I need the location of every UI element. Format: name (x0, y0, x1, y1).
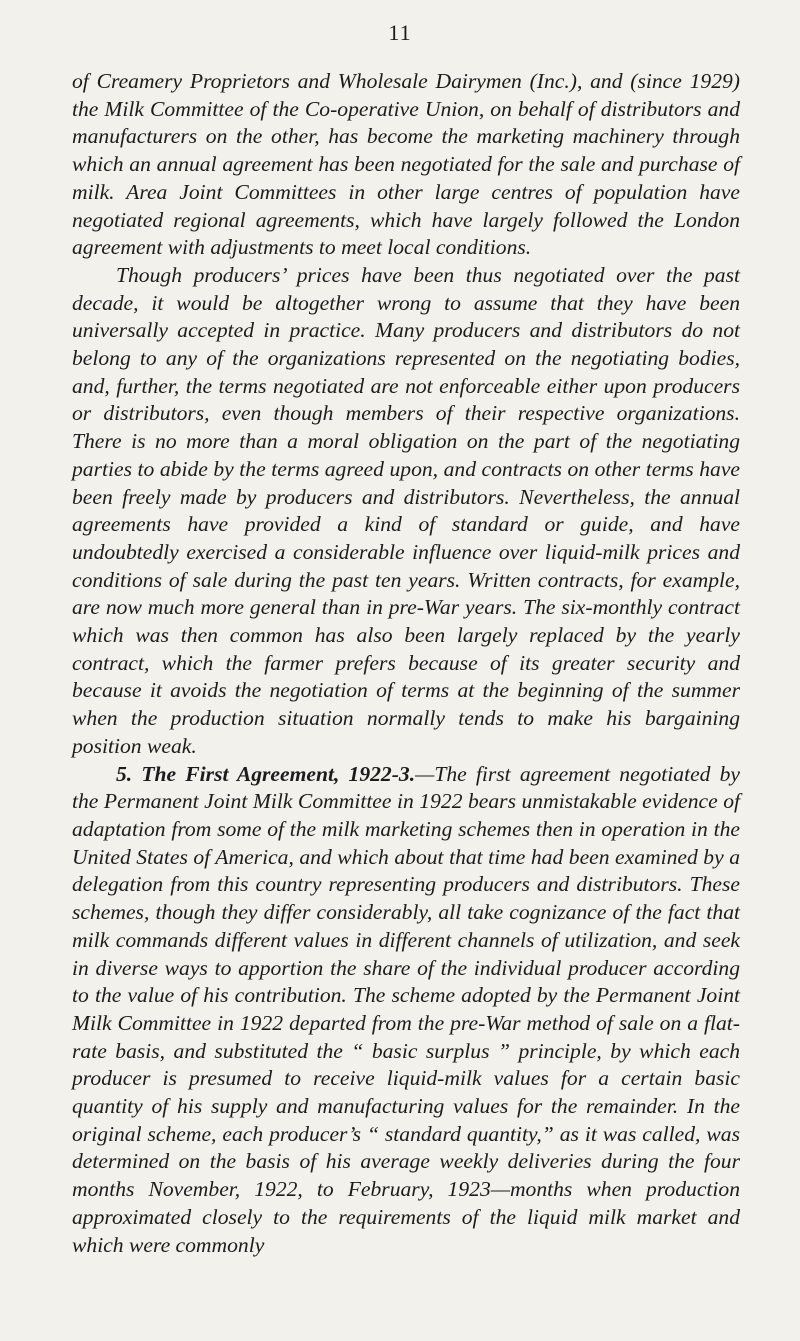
paragraph-producers-prices: Though producers’ prices have been thus negotiated over the past decade, it would be altogether wrong to assume that they have been universally accepted in practice. Many producers and distributors do not belong to any of the organizations represented on the negotiating bodies, and, further, the terms negotiated are not enforceable either upon producers or distributors, even though members of their respective organizations. There is no more than a moral obligation on the part of the negotiating parties to abide by the terms agreed upon, and contracts on other terms have been freely made by producers and distributors. Nevertheless, the annual agreements have provided a kind of standard or guide, and have undoubtedly exercised a considerable influence over liquid-milk prices and conditions of sale during the past ten years. Written contracts, for example, are now much more general than in pre-War years. The six-monthly contract which was then common has also been largely replaced by the yearly contract, which the farmer prefers because of its greater security and because it avoids the negotiation of terms at the beginning of the summer when the production situation normally tends to make his bargaining position weak. (72, 262, 740, 758)
paragraph-continuation: of Creamery Proprietors and Wholesale Dairymen (Inc.), and (since 1929) the Milk Committee of the Co-operative Union, on behalf of distributors and manufacturers on the other, has become the marketing machinery through which an annual agreement has been negotiated for the sale and purchase of milk. Area Joint Committees in other large centres of population have negotiated regional agreements, which have largely followed the London agreement with adjustments to meet local conditions. (72, 69, 740, 260)
section-heading: 5. The First Agreement, 1922-3. (116, 761, 416, 786)
body-text (72, 68, 740, 1259)
paragraph-first-agreement (72, 761, 740, 1260)
page-number: 11 (388, 20, 412, 45)
paragraph-first-agreement-text: —The first agreement negotiated by the Permanent Joint Milk Committee in 1922 bears unmistakable evidence of adaptation from some of the milk marketing schemes then in operation in the United States of America, and which about that time had been examined by a delegation from this country representing producers and distributors. These schemes, though they differ considerably, all take cognizance of the fact that milk commands different values in different channels of utilization, and seek in diverse ways to apportion the share of the individual producer according to the value of his contribution. The scheme adopted by the Permanent Joint Milk Committee in 1922 departed from the pre-War method of sale on a flat-rate basis, and substituted the “ basic surplus ” principle, by which each producer is presumed to receive liquid-milk values for a certain basic quantity of his supply and manufacturing values for the remainder. In the original scheme, each producer’s “ standard quantity,” as it was called, was determined on the basis of his average weekly deliveries during the four months November, 1922, to February, 1923—months when production approximated closely to the requirements of the liquid milk market and which were commonly (72, 761, 740, 1257)
